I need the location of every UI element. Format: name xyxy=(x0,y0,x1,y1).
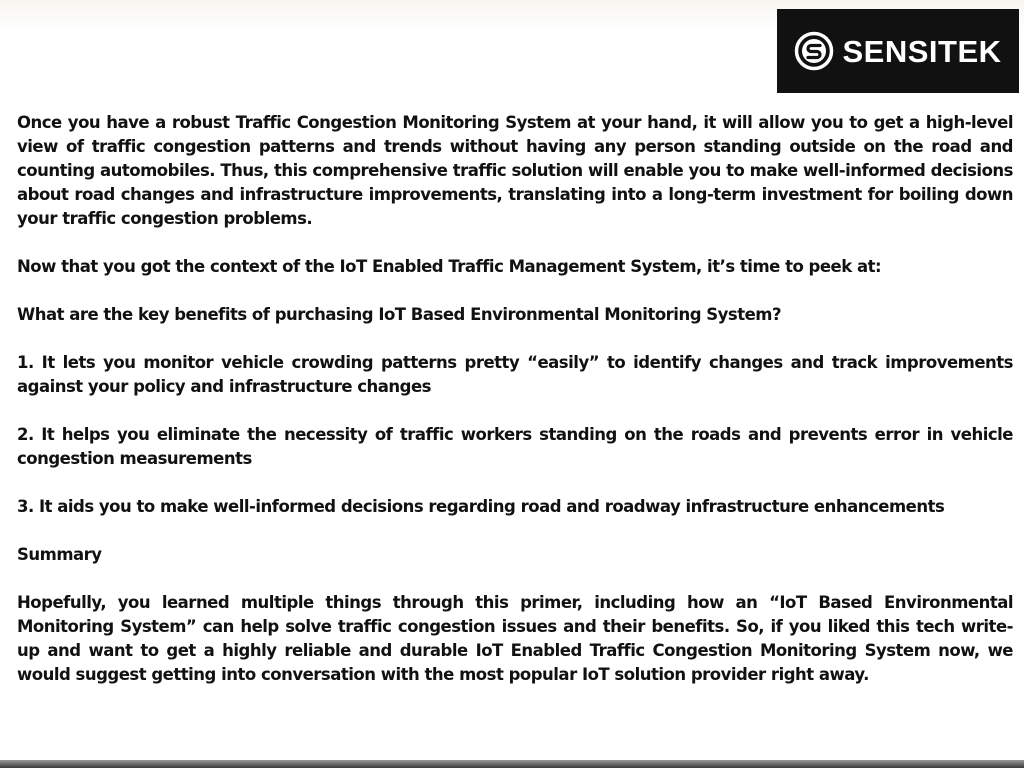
intro-paragraph: Once you have a robust Traffic Congestion Monitoring System at your hand, it will allow you to get a high-level view of traffic congestion patterns and trends without having any person standing outside on the road and counting automobiles. Thus, this comprehensive traffic solution will enable you to make well-informed decisions about road changes and infrastructure improvements, translating into a long-term investment for boiling down your traffic congestion problems. xyxy=(17,113,1013,228)
benefit-item-2: 2. It helps you eliminate the necessity of traffic workers standing on the roads and prevents error in vehicle congestion measurements xyxy=(17,425,1013,468)
summary-heading: Summary xyxy=(17,545,102,564)
benefit-item-3: 3. It aids you to make well-informed decisions regarding road and roadway infrastructure enhancements xyxy=(17,497,945,516)
article-body xyxy=(17,111,1013,687)
context-paragraph: Now that you got the context of the IoT Enabled Traffic Management System, it’s time to peek at: xyxy=(17,257,882,276)
sensitek-s-logo-icon xyxy=(794,31,834,71)
logo-wordmark: SENSITEK xyxy=(842,33,1002,69)
summary-paragraph: Hopefully, you learned multiple things through this primer, including how an “IoT Based Environmental Monitoring System” can help solve traffic congestion issues and their benefits. So, if you liked this tech write-up and want to get a highly reliable and durable IoT Enabled Traffic Congestion Monitoring System now, we would suggest getting into conversation with the most popular IoT solution provider right away. xyxy=(17,593,1013,684)
bottom-divider xyxy=(0,760,1024,768)
benefit-item-1: 1. It lets you monitor vehicle crowding patterns pretty “easily” to identify changes and track improvements against your policy and infrastructure changes xyxy=(17,353,1013,396)
benefits-question: What are the key benefits of purchasing IoT Based Environmental Monitoring System? xyxy=(17,305,782,324)
brand-logo xyxy=(777,9,1019,93)
